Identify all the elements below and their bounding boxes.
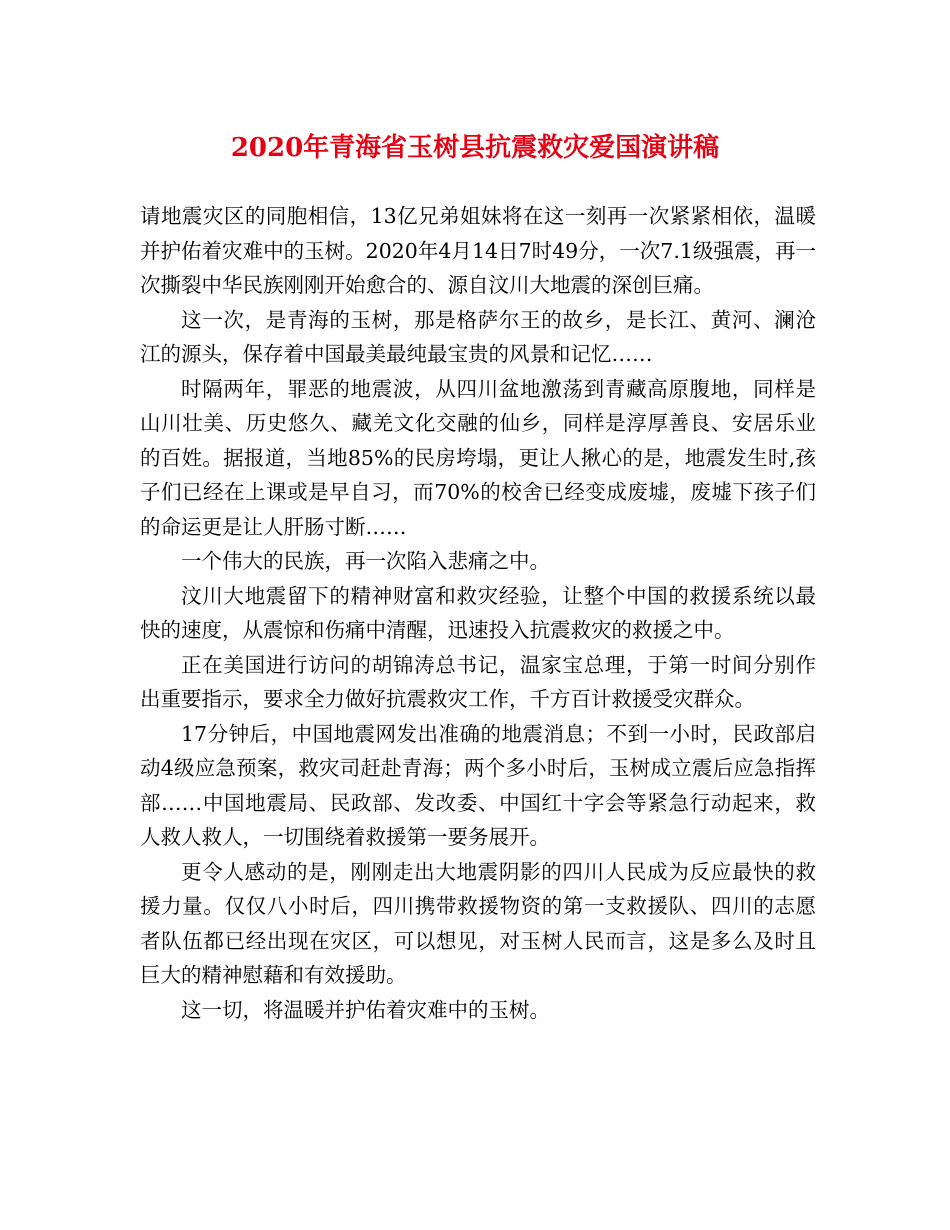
paragraph-1: 请地震灾区的同胞相信，13亿兄弟姐妹将在这一刻再一次紧紧相依，温暖并护佑着灾难中的玉树。2020年4月14日7时49分，一次7.1级强震，再一次撕裂中华民族刚刚开始愈合的、源自汶川大地震的深创巨痛。	[140, 204, 816, 297]
paragraph-9: 这一切，将温暖并护佑着灾难中的玉树。	[181, 997, 550, 1022]
paragraph-6: 正在美国进行访问的胡锦涛总书记，温家宝总理，于第一时间分别作出重要指示，要求全力做好抗震救灾工作，千方百计救援受灾群众。	[140, 652, 816, 711]
paragraph-5: 汶川大地震留下的精神财富和救灾经验，让整个中国的救援系统以最快的速度，从震惊和伤痛中清醒，迅速投入抗震救灾的救援之中。	[140, 583, 816, 642]
paragraph-3: 时隔两年，罪恶的地震波，从四川盆地激荡到青藏高原腹地，同样是山川壮美、历史悠久、藏羌文化交融的仙乡，同样是淳厚善良、安居乐业的百姓。据报道，当地85%的民房垮塌，更让人揪心的是，地震发生时,孩子们已经在上课或是早自习，而70%的校舍已经变成废墟，废墟下孩子们的命运更是让人肝肠寸断……	[140, 376, 816, 539]
document-title: 2020年青海省玉树县抗震救灾爱国演讲稿	[230, 133, 720, 163]
paragraph-4: 一个伟大的民族，再一次陷入悲痛之中。	[181, 549, 550, 573]
paragraph-8: 更令人感动的是，刚刚走出大地震阴影的四川人民成为反应最快的救援力量。仅仅八小时后，四川携带救援物资的第一支救援队、四川的志愿者队伍都已经出现在灾区，可以想见，对玉树人民而言，这是多么及时且巨大的精神慰藉和有效援助。	[140, 859, 816, 987]
document-body	[140, 199, 816, 1027]
paragraph-2: 这一次，是青海的玉树，那是格萨尔王的故乡，是长江、黄河、澜沧江的源头，保存着中国最美最纯最宝贵的风景和记忆……	[140, 307, 816, 366]
paragraph-7: 17分钟后，中国地震网发出准确的地震消息；不到一小时，民政部启动4级应急预案，救灾司赶赴青海；两个多小时后，玉树成立震后应急指挥部……中国地震局、民政部、发改委、中国红十字会等紧急行动起来，救人救人救人，一切围绕着救援第一要务展开。	[140, 721, 816, 849]
